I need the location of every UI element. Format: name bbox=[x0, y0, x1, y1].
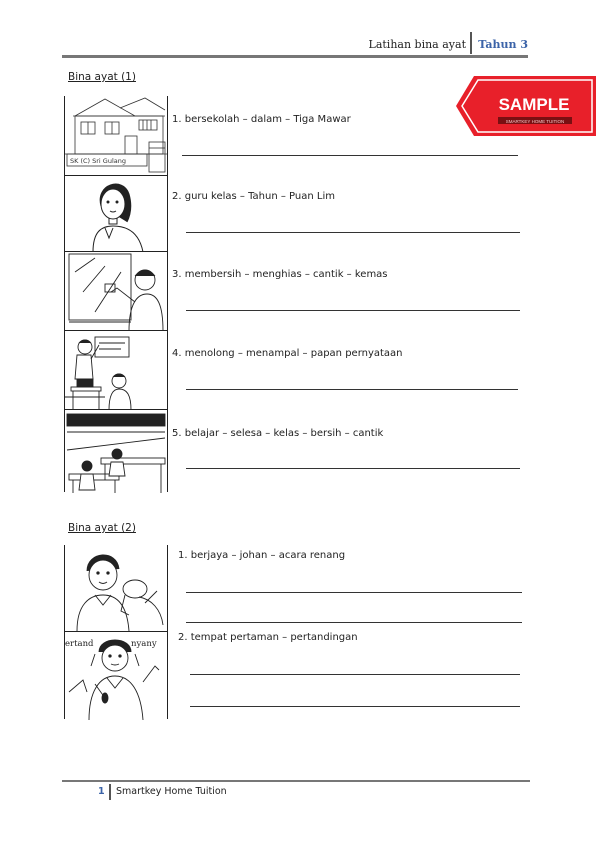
question-1-5: 5. belajar – selesa – kelas – bersih – cantik bbox=[172, 428, 384, 439]
school-sign-text: SK (C) Sri Gulang bbox=[70, 157, 126, 165]
school-illustration bbox=[65, 96, 167, 175]
header-rule bbox=[62, 55, 528, 58]
header-divider bbox=[470, 32, 472, 54]
answer-line[interactable] bbox=[186, 468, 520, 469]
worksheet-title: Latihan bina ayat bbox=[368, 38, 466, 51]
footer-text: Smartkey Home Tuition bbox=[116, 786, 227, 797]
answer-line[interactable] bbox=[186, 389, 518, 390]
question-1-4: 4. menolong – menampal – papan pernyataan bbox=[172, 348, 403, 359]
page-header bbox=[62, 32, 528, 54]
notice-board-illustration bbox=[65, 330, 167, 410]
answer-line[interactable] bbox=[190, 674, 520, 675]
section1-image-column bbox=[64, 96, 168, 492]
question-2-1: 1. berjaya – johan – acara renang bbox=[178, 550, 346, 561]
question-1-2: 2. guru kelas – Tahun – Puan Lim bbox=[172, 191, 335, 202]
answer-line[interactable] bbox=[186, 592, 522, 593]
page-number: 1 bbox=[98, 786, 105, 797]
cleaning-illustration bbox=[65, 251, 167, 331]
footer-rule bbox=[62, 780, 530, 782]
year-label: Tahun 3 bbox=[478, 38, 528, 51]
stamp-label: SAMPLE bbox=[498, 95, 570, 114]
answer-line[interactable] bbox=[186, 310, 520, 311]
answer-line[interactable] bbox=[186, 232, 520, 233]
sample-stamp bbox=[454, 74, 598, 138]
question-1-1: 1. bersekolah – dalam – Tiga Mawar bbox=[172, 114, 351, 125]
banner-left-text: ertand bbox=[65, 639, 94, 649]
question-1-3: 3. membersih – menghias – cantik – kemas bbox=[172, 269, 388, 280]
section2-title: Bina ayat (2) bbox=[68, 522, 136, 534]
footer-divider bbox=[109, 784, 111, 800]
singing-contest-illustration bbox=[65, 631, 167, 720]
section1-title: Bina ayat (1) bbox=[68, 71, 136, 83]
answer-line[interactable] bbox=[186, 622, 522, 623]
banner-right-text: nyany bbox=[131, 639, 157, 649]
stamp-sublabel: SMARTKEY HOME TUITION bbox=[505, 119, 565, 124]
answer-line[interactable] bbox=[182, 155, 518, 156]
swimming-winner-illustration bbox=[65, 545, 167, 631]
section2-image-column bbox=[64, 545, 168, 719]
question-2-2: 2. tempat pertaman – pertandingan bbox=[178, 632, 358, 643]
classroom-illustration bbox=[65, 409, 167, 493]
answer-line[interactable] bbox=[190, 706, 520, 707]
teacher-illustration bbox=[65, 175, 167, 252]
